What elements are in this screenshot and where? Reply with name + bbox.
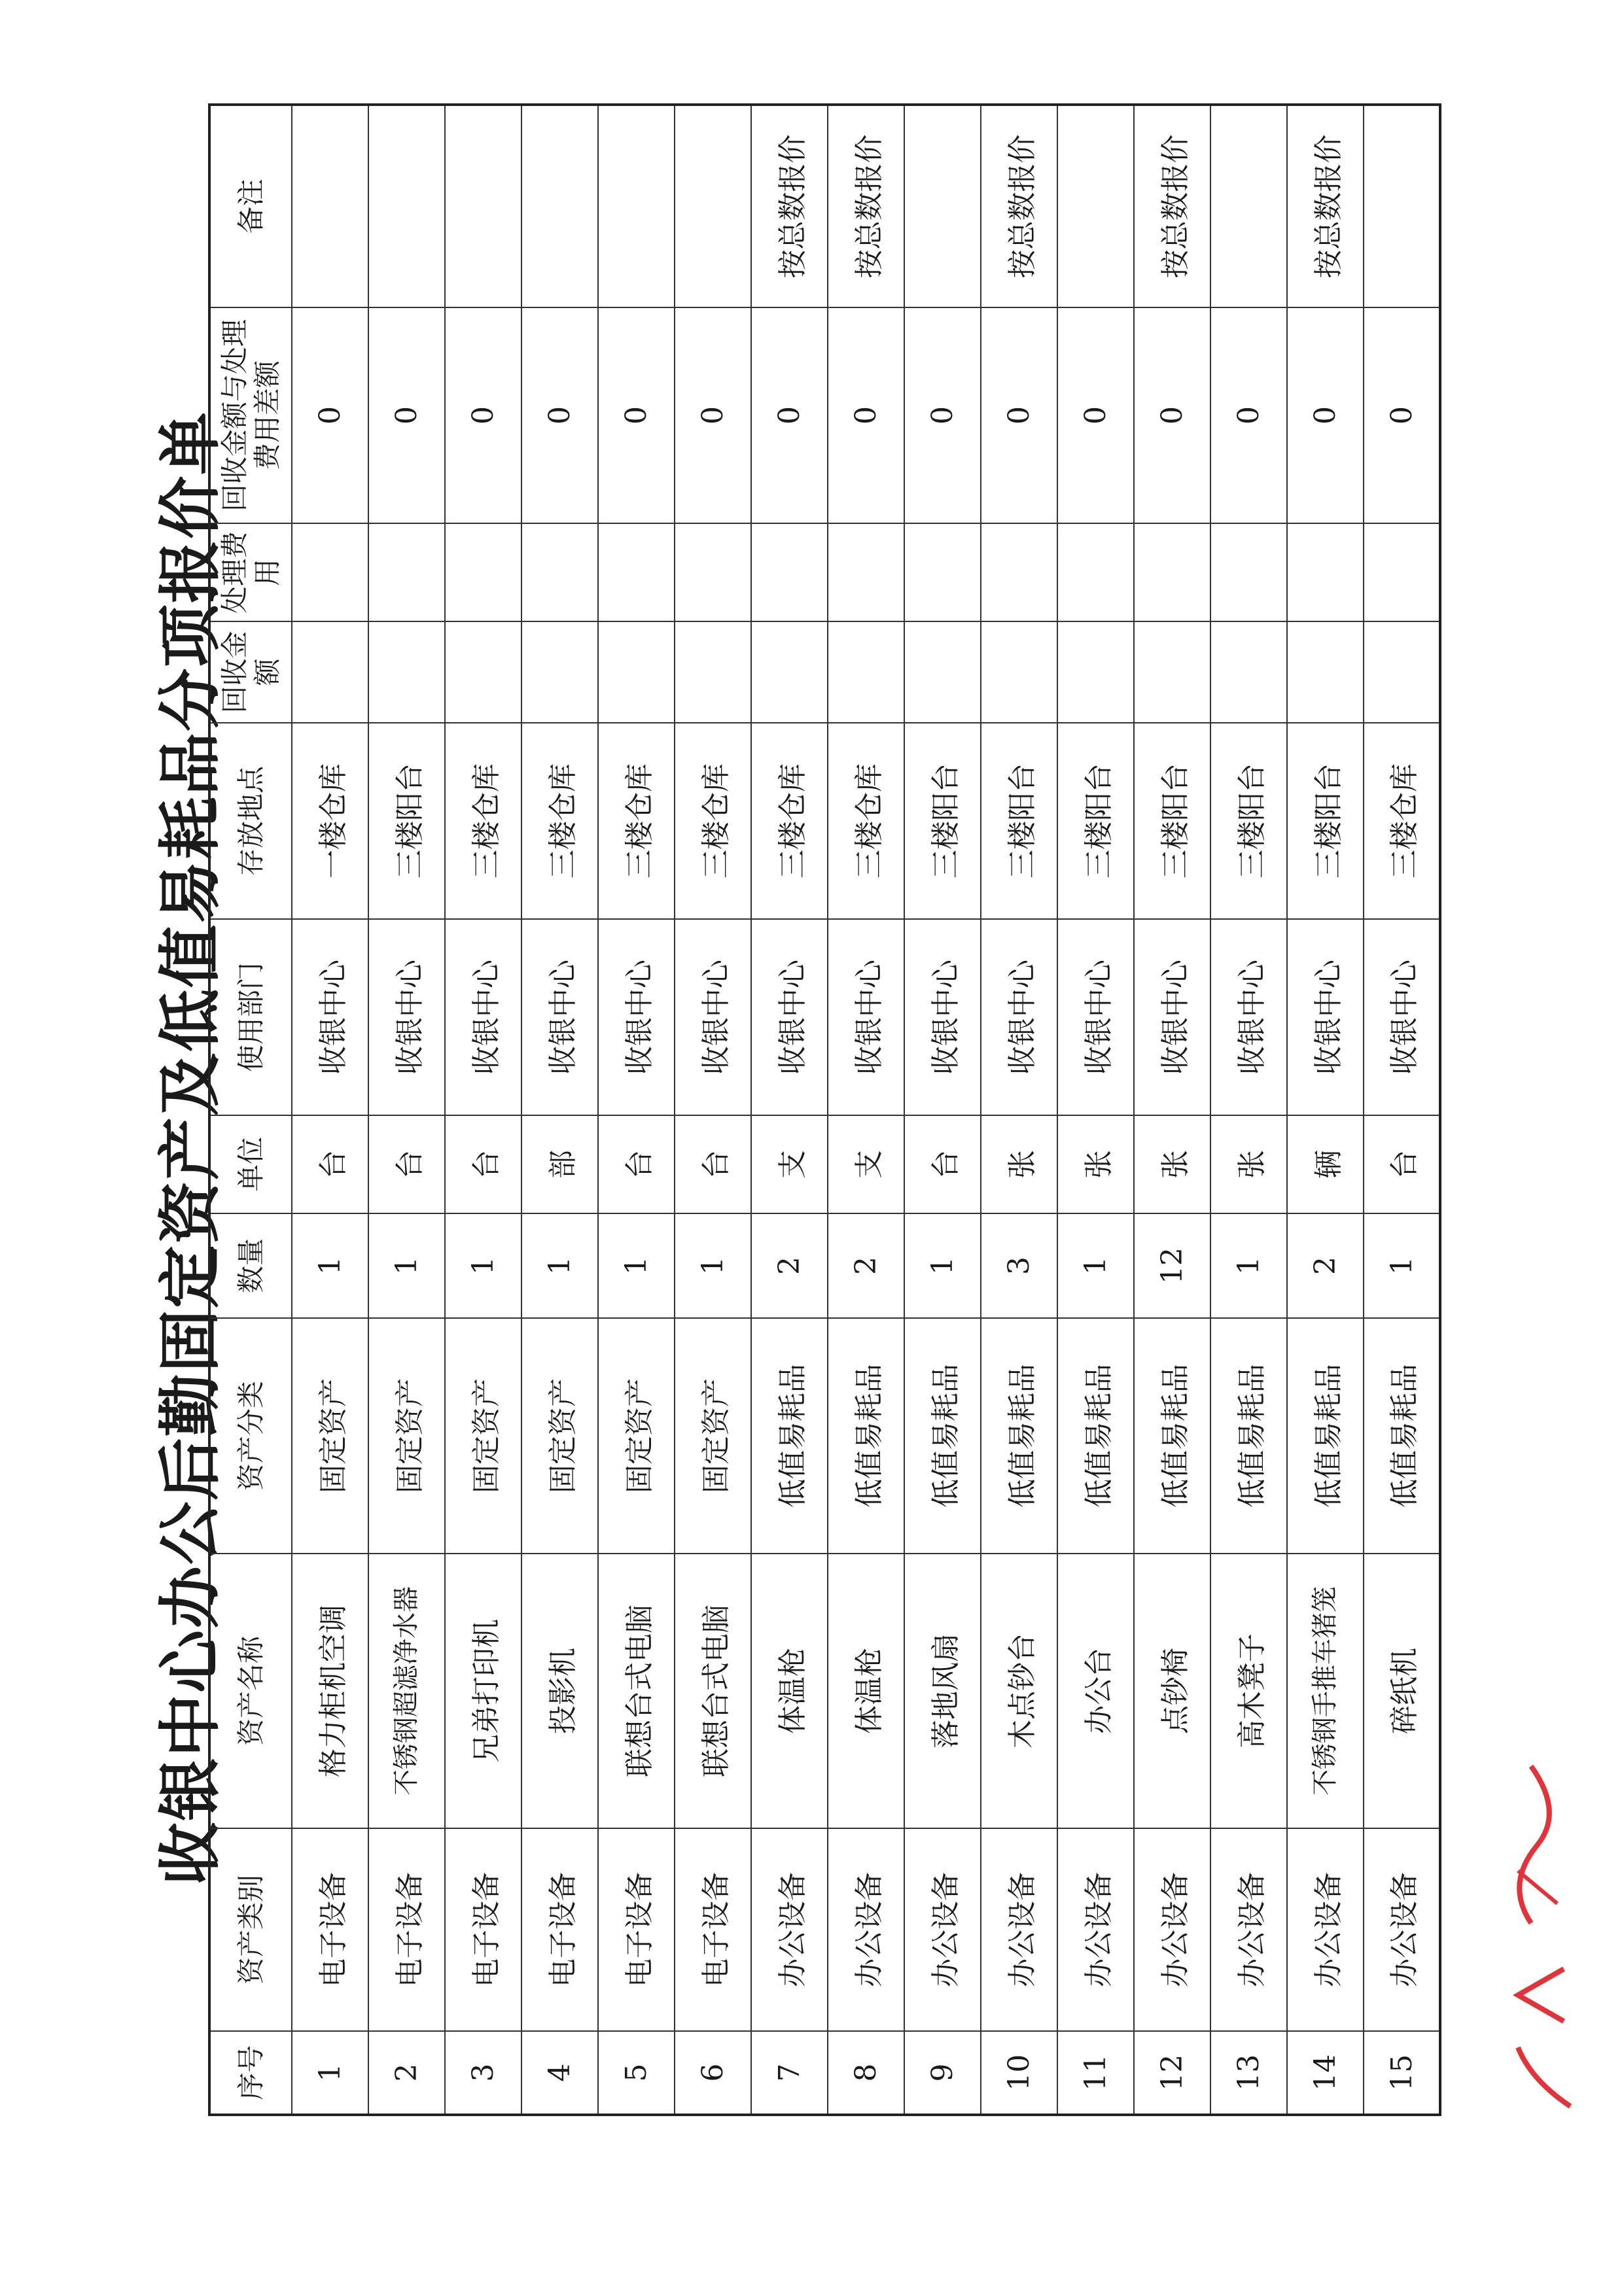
cell-diff: 0 [751, 307, 828, 523]
cell-unit: 部 [521, 1115, 598, 1213]
cell-remark [675, 105, 751, 307]
cell-seq: 6 [675, 2031, 751, 2115]
cell-dept: 收银中心 [598, 919, 675, 1115]
cell-dept: 收银中心 [675, 919, 751, 1115]
cell-unit: 张 [1057, 1115, 1134, 1213]
header-unit: 单位 [209, 1115, 292, 1213]
cell-diff: 0 [292, 307, 368, 523]
cell-classification: 低值易耗品 [981, 1318, 1057, 1554]
cell-diff: 0 [598, 307, 675, 523]
header-recovery: 回收金额 [209, 621, 292, 723]
cell-location: 三楼阳台 [1057, 723, 1134, 919]
table-row [1210, 105, 1287, 2115]
cell-seq: 2 [368, 2031, 445, 2115]
table-row [904, 105, 981, 2115]
cell-dept: 收银中心 [1134, 919, 1210, 1115]
cell-diff: 0 [1057, 307, 1134, 523]
cell-category: 办公设备 [1134, 1828, 1210, 2031]
cell-seq: 15 [1364, 2031, 1440, 2115]
cell-name: 联想台式电脑 [598, 1554, 675, 1828]
cell-remark: 按总数报价 [751, 105, 828, 307]
cell-classification: 固定资产 [521, 1318, 598, 1554]
header-category: 资产类别 [209, 1828, 292, 2031]
cell-name: 投影机 [521, 1554, 598, 1828]
cell-category: 办公设备 [1210, 1828, 1287, 2031]
cell-unit: 支 [751, 1115, 828, 1213]
cell-seq: 1 [292, 2031, 368, 2115]
cell-qty: 1 [445, 1213, 521, 1318]
cell-diff: 0 [368, 307, 445, 523]
header-diff: 回收金额与处理费用差额 [209, 307, 292, 523]
cell-category: 办公设备 [981, 1828, 1057, 2031]
cell-diff: 0 [1134, 307, 1210, 523]
cell-dept: 收银中心 [292, 919, 368, 1115]
cell-category: 办公设备 [1364, 1828, 1440, 2031]
cell-seq: 9 [904, 2031, 981, 2115]
cell-unit: 台 [1364, 1115, 1440, 1213]
cell-qty: 1 [1057, 1213, 1134, 1318]
cell-category: 办公设备 [828, 1828, 904, 2031]
cell-recovery [1287, 621, 1364, 723]
cell-unit: 张 [1210, 1115, 1287, 1213]
table-row [292, 105, 368, 2115]
cell-classification: 固定资产 [598, 1318, 675, 1554]
cell-recovery [1057, 621, 1134, 723]
header-name: 资产名称 [209, 1554, 292, 1828]
cell-disposal [828, 523, 904, 621]
cell-name: 体温枪 [828, 1554, 904, 1828]
cell-qty: 2 [751, 1213, 828, 1318]
cell-diff: 0 [904, 307, 981, 523]
cell-classification: 固定资产 [675, 1318, 751, 1554]
cell-seq: 3 [445, 2031, 521, 2115]
cell-location: 三楼阳台 [1210, 723, 1287, 919]
cell-location: 三楼仓库 [751, 723, 828, 919]
cell-disposal [368, 523, 445, 621]
cell-recovery [368, 621, 445, 723]
header-qty: 数量 [209, 1213, 292, 1318]
cell-remark: 按总数报价 [981, 105, 1057, 307]
cell-remark [1057, 105, 1134, 307]
cell-location: 三楼仓库 [521, 723, 598, 919]
cell-diff: 0 [675, 307, 751, 523]
cell-disposal [675, 523, 751, 621]
table-row [981, 105, 1057, 2115]
cell-disposal [751, 523, 828, 621]
cell-seq: 8 [828, 2031, 904, 2115]
cell-location: 三楼仓库 [828, 723, 904, 919]
cell-category: 电子设备 [368, 1828, 445, 2031]
cell-remark: 按总数报价 [1134, 105, 1210, 307]
table-row [828, 105, 904, 2115]
cell-diff: 0 [521, 307, 598, 523]
cell-unit: 张 [981, 1115, 1057, 1213]
cell-qty: 1 [1364, 1213, 1440, 1318]
cell-classification: 低值易耗品 [751, 1318, 828, 1554]
cell-remark [904, 105, 981, 307]
table-row [1287, 105, 1364, 2115]
cell-recovery [904, 621, 981, 723]
header-dept: 使用部门 [209, 919, 292, 1115]
cell-dept: 收银中心 [904, 919, 981, 1115]
table-row [1134, 105, 1210, 2115]
cell-location: 三楼仓库 [598, 723, 675, 919]
cell-classification: 低值易耗品 [904, 1318, 981, 1554]
cell-disposal [1287, 523, 1364, 621]
cell-classification: 低值易耗品 [828, 1318, 904, 1554]
cell-unit: 支 [828, 1115, 904, 1213]
header-location: 存放地点 [209, 723, 292, 919]
cell-remark [445, 105, 521, 307]
table-row [751, 105, 828, 2115]
cell-qty: 1 [675, 1213, 751, 1318]
cell-recovery [292, 621, 368, 723]
table-row [521, 105, 598, 2115]
cell-name: 办公台 [1057, 1554, 1134, 1828]
cell-category: 办公设备 [751, 1828, 828, 2031]
cell-remark: 按总数报价 [828, 105, 904, 307]
cell-unit: 台 [292, 1115, 368, 1213]
cell-dept: 收银中心 [1364, 919, 1440, 1115]
cell-classification: 低值易耗品 [1287, 1318, 1364, 1554]
cell-disposal [1210, 523, 1287, 621]
cell-seq: 4 [521, 2031, 598, 2115]
quote-table [208, 103, 1441, 2116]
cell-classification: 固定资产 [368, 1318, 445, 1554]
cell-name: 兄弟打印机 [445, 1554, 521, 1828]
cell-remark [292, 105, 368, 307]
cell-seq: 11 [1057, 2031, 1134, 2115]
header-classification: 资产分类 [209, 1318, 292, 1554]
cell-dept: 收银中心 [368, 919, 445, 1115]
cell-disposal [598, 523, 675, 621]
cell-recovery [828, 621, 904, 723]
cell-seq: 13 [1210, 2031, 1287, 2115]
cell-classification: 固定资产 [445, 1318, 521, 1554]
cell-category: 电子设备 [445, 1828, 521, 2031]
cell-qty: 1 [904, 1213, 981, 1318]
cell-name: 落地风扇 [904, 1554, 981, 1828]
table-row [1364, 105, 1440, 2115]
cell-seq: 14 [1287, 2031, 1364, 2115]
header-disposal: 处理费用 [209, 523, 292, 621]
header-remark: 备注 [209, 105, 292, 307]
cell-location: 一楼仓库 [292, 723, 368, 919]
cell-category: 电子设备 [598, 1828, 675, 2031]
cell-dept: 收银中心 [981, 919, 1057, 1115]
cell-disposal [981, 523, 1057, 621]
cell-classification: 低值易耗品 [1057, 1318, 1134, 1554]
cell-category: 办公设备 [1287, 1828, 1364, 2031]
cell-qty: 3 [981, 1213, 1057, 1318]
cell-disposal [904, 523, 981, 621]
cell-qty: 1 [1210, 1213, 1287, 1318]
cell-remark [368, 105, 445, 307]
cell-location: 三楼阳台 [981, 723, 1057, 919]
cell-unit: 台 [368, 1115, 445, 1213]
cell-name: 不锈钢超滤净水器 [368, 1554, 445, 1828]
cell-qty: 1 [521, 1213, 598, 1318]
header-row [209, 105, 292, 2115]
cell-disposal [521, 523, 598, 621]
cell-unit: 张 [1134, 1115, 1210, 1213]
cell-recovery [598, 621, 675, 723]
cell-classification: 固定资产 [292, 1318, 368, 1554]
cell-remark [1364, 105, 1440, 307]
cell-dept: 收银中心 [1057, 919, 1134, 1115]
cell-name: 高木凳子 [1210, 1554, 1287, 1828]
cell-diff: 0 [445, 307, 521, 523]
cell-disposal [445, 523, 521, 621]
cell-qty: 2 [1287, 1213, 1364, 1318]
cell-qty: 12 [1134, 1213, 1210, 1318]
cell-diff: 0 [1210, 307, 1287, 523]
cell-classification: 低值易耗品 [1134, 1318, 1210, 1554]
cell-unit: 台 [904, 1115, 981, 1213]
cell-dept: 收银中心 [828, 919, 904, 1115]
cell-seq: 7 [751, 2031, 828, 2115]
cell-dept: 收银中心 [445, 919, 521, 1115]
cell-location: 三楼阳台 [1134, 723, 1210, 919]
cell-unit: 台 [445, 1115, 521, 1213]
cell-unit: 台 [598, 1115, 675, 1213]
cell-remark [598, 105, 675, 307]
cell-location: 三楼阳台 [904, 723, 981, 919]
cell-name: 点钞椅 [1134, 1554, 1210, 1828]
cell-seq: 5 [598, 2031, 675, 2115]
cell-name: 格力柜机空调 [292, 1554, 368, 1828]
cell-dept: 收银中心 [521, 919, 598, 1115]
table-row [368, 105, 445, 2115]
cell-diff: 0 [1364, 307, 1440, 523]
cell-name: 体温枪 [751, 1554, 828, 1828]
cell-diff: 0 [1287, 307, 1364, 523]
table-row [598, 105, 675, 2115]
cell-recovery [1364, 621, 1440, 723]
table-body [292, 105, 1440, 2115]
cell-category: 电子设备 [292, 1828, 368, 2031]
cell-disposal [292, 523, 368, 621]
cell-recovery [981, 621, 1057, 723]
cell-location: 三楼阳台 [368, 723, 445, 919]
cell-disposal [1134, 523, 1210, 621]
cell-name: 联想台式电脑 [675, 1554, 751, 1828]
cell-recovery [445, 621, 521, 723]
cell-remark: 按总数报价 [1287, 105, 1364, 307]
cell-recovery [751, 621, 828, 723]
cell-seq: 12 [1134, 2031, 1210, 2115]
table-row [445, 105, 521, 2115]
cell-name: 木点钞台 [981, 1554, 1057, 1828]
cell-disposal [1057, 523, 1134, 621]
cell-unit: 台 [675, 1115, 751, 1213]
cell-category: 办公设备 [904, 1828, 981, 2031]
cell-qty: 1 [368, 1213, 445, 1318]
cell-recovery [675, 621, 751, 723]
cell-diff: 0 [828, 307, 904, 523]
cell-disposal [1364, 523, 1440, 621]
cell-qty: 2 [828, 1213, 904, 1318]
cell-dept: 收银中心 [1287, 919, 1364, 1115]
cell-name: 不锈钢手推车猪笼 [1287, 1554, 1364, 1828]
header-seq: 序号 [209, 2031, 292, 2115]
cell-recovery [1210, 621, 1287, 723]
cell-name: 碎纸机 [1364, 1554, 1440, 1828]
cell-category: 办公设备 [1057, 1828, 1134, 2031]
cell-dept: 收银中心 [751, 919, 828, 1115]
cell-qty: 1 [292, 1213, 368, 1318]
cell-location: 三楼阳台 [1287, 723, 1364, 919]
cell-seq: 10 [981, 2031, 1057, 2115]
cell-category: 电子设备 [675, 1828, 751, 2031]
cell-unit: 辆 [1287, 1115, 1364, 1213]
cell-classification: 低值易耗品 [1210, 1318, 1287, 1554]
cell-category: 电子设备 [521, 1828, 598, 2031]
cell-location: 三楼仓库 [445, 723, 521, 919]
cell-qty: 1 [598, 1213, 675, 1318]
cell-dept: 收银中心 [1210, 919, 1287, 1115]
cell-location: 三楼仓库 [1364, 723, 1440, 919]
cell-remark [1210, 105, 1287, 307]
red-stamp-mark [1492, 1727, 1590, 2119]
cell-remark [521, 105, 598, 307]
cell-recovery [1134, 621, 1210, 723]
table-row [1057, 105, 1134, 2115]
cell-diff: 0 [981, 307, 1057, 523]
cell-recovery [521, 621, 598, 723]
cell-location: 三楼仓库 [675, 723, 751, 919]
page-title: 收银中心办公后勤固定资产及低值易耗品分项报价单 [154, 411, 227, 1885]
cell-classification: 低值易耗品 [1364, 1318, 1440, 1554]
table-row [675, 105, 751, 2115]
